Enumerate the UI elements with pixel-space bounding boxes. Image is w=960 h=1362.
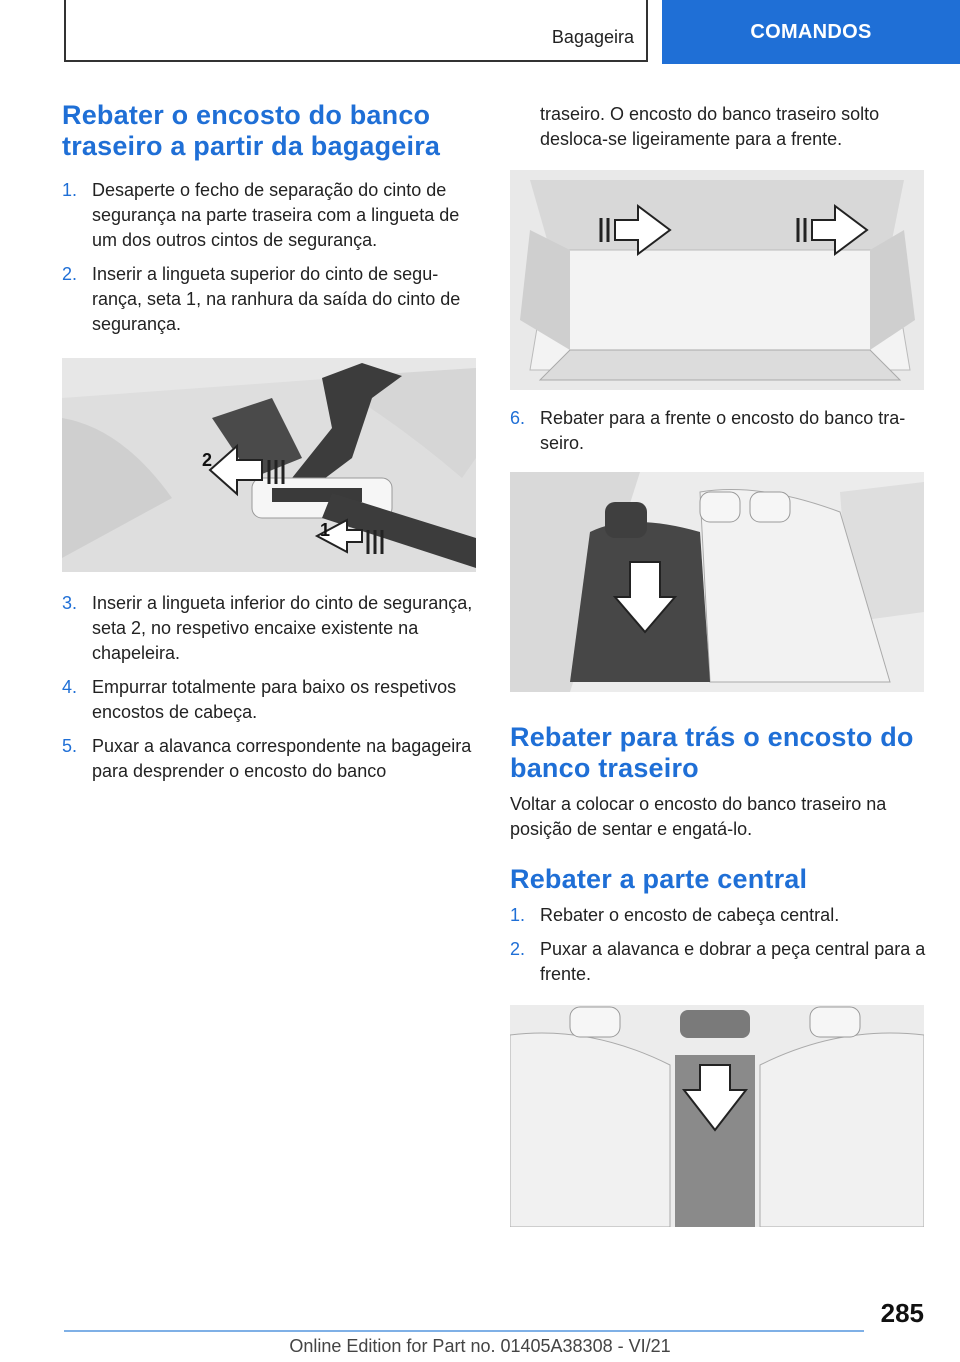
step-text: Rebater o encosto de cabeça central.	[540, 905, 840, 925]
continued-step-text: traseiro. O encosto do banco traseiro solto desloca-se ligeiramente para a frente.	[540, 104, 880, 149]
step-item	[62, 734, 478, 784]
step-number: 2.	[510, 939, 526, 959]
footer-divider	[64, 1330, 864, 1332]
arrow-label-2: 2	[202, 450, 213, 470]
step-number: 4.	[62, 677, 78, 697]
seatbelt-latch-illustration	[62, 358, 476, 572]
step-item	[510, 937, 926, 987]
right-column	[510, 102, 926, 1227]
step-number: 5.	[62, 736, 78, 756]
heading-center-section: Rebater a parte central	[510, 864, 808, 894]
arrow-label-1: 1	[320, 520, 331, 540]
section-title: Bagageira	[551, 27, 634, 47]
step-text: Empurrar totalmente para baixo os respetivos encostos de cabeça.	[92, 677, 457, 722]
header-box	[64, 0, 648, 62]
step-item	[62, 262, 478, 337]
center-section-illustration	[510, 1005, 924, 1227]
rear-seat-fold-forward-illustration	[510, 472, 924, 692]
trunk-view-illustration	[510, 170, 924, 390]
step-number: 1.	[62, 180, 78, 200]
step-text: Inserir a lingueta superior do cinto de segurança, seta 1, na ranhura da saída do cinto de segurança.	[92, 264, 461, 334]
fold-back-paragraph: Voltar a colocar o encosto do banco traseiro na posição de sentar e engatá-lo.	[510, 794, 887, 839]
steps-list-c	[510, 903, 926, 987]
steps-list-6	[510, 406, 926, 456]
steps-list-a	[62, 178, 478, 337]
step-text: Desaperte o fecho de separação do cinto de segurança na parte traseira com a lingueta de um dos outros cintos de segurança.	[92, 180, 460, 250]
chapter-tab[interactable]: COMANDOS	[662, 0, 960, 64]
left-column	[62, 100, 478, 784]
step-text: Puxar a alavanca correspondente na bagageira para desprender o encosto do banco	[92, 736, 472, 781]
heading-fold-back: Rebater para trás o encosto do banco traseiro	[510, 722, 914, 783]
steps-list-b	[62, 591, 478, 784]
step-text: Rebater para a frente o encosto do banco traseiro.	[540, 408, 906, 453]
step-number: 1.	[510, 905, 526, 925]
page-number: 285	[880, 1298, 924, 1328]
step-item	[62, 178, 478, 253]
step-item	[62, 591, 478, 666]
step-text: Puxar a alavanca e dobrar a peça central para a frente.	[540, 939, 926, 984]
step-number: 2.	[62, 264, 78, 284]
heading-fold-from-trunk: Rebater o encosto do banco traseiro a partir da bagageira	[62, 100, 441, 161]
step-number: 3.	[62, 593, 78, 613]
step-item	[510, 406, 926, 456]
step-number: 6.	[510, 408, 526, 428]
step-item	[510, 903, 926, 928]
footer-edition-text: Online Edition for Part no. 01405A38308 - VI/21	[289, 1336, 671, 1356]
step-item	[62, 675, 478, 725]
step-text: Inserir a lingueta inferior do cinto de segurança, seta 2, no respetivo encaixe existente na chapeleira.	[92, 593, 473, 663]
